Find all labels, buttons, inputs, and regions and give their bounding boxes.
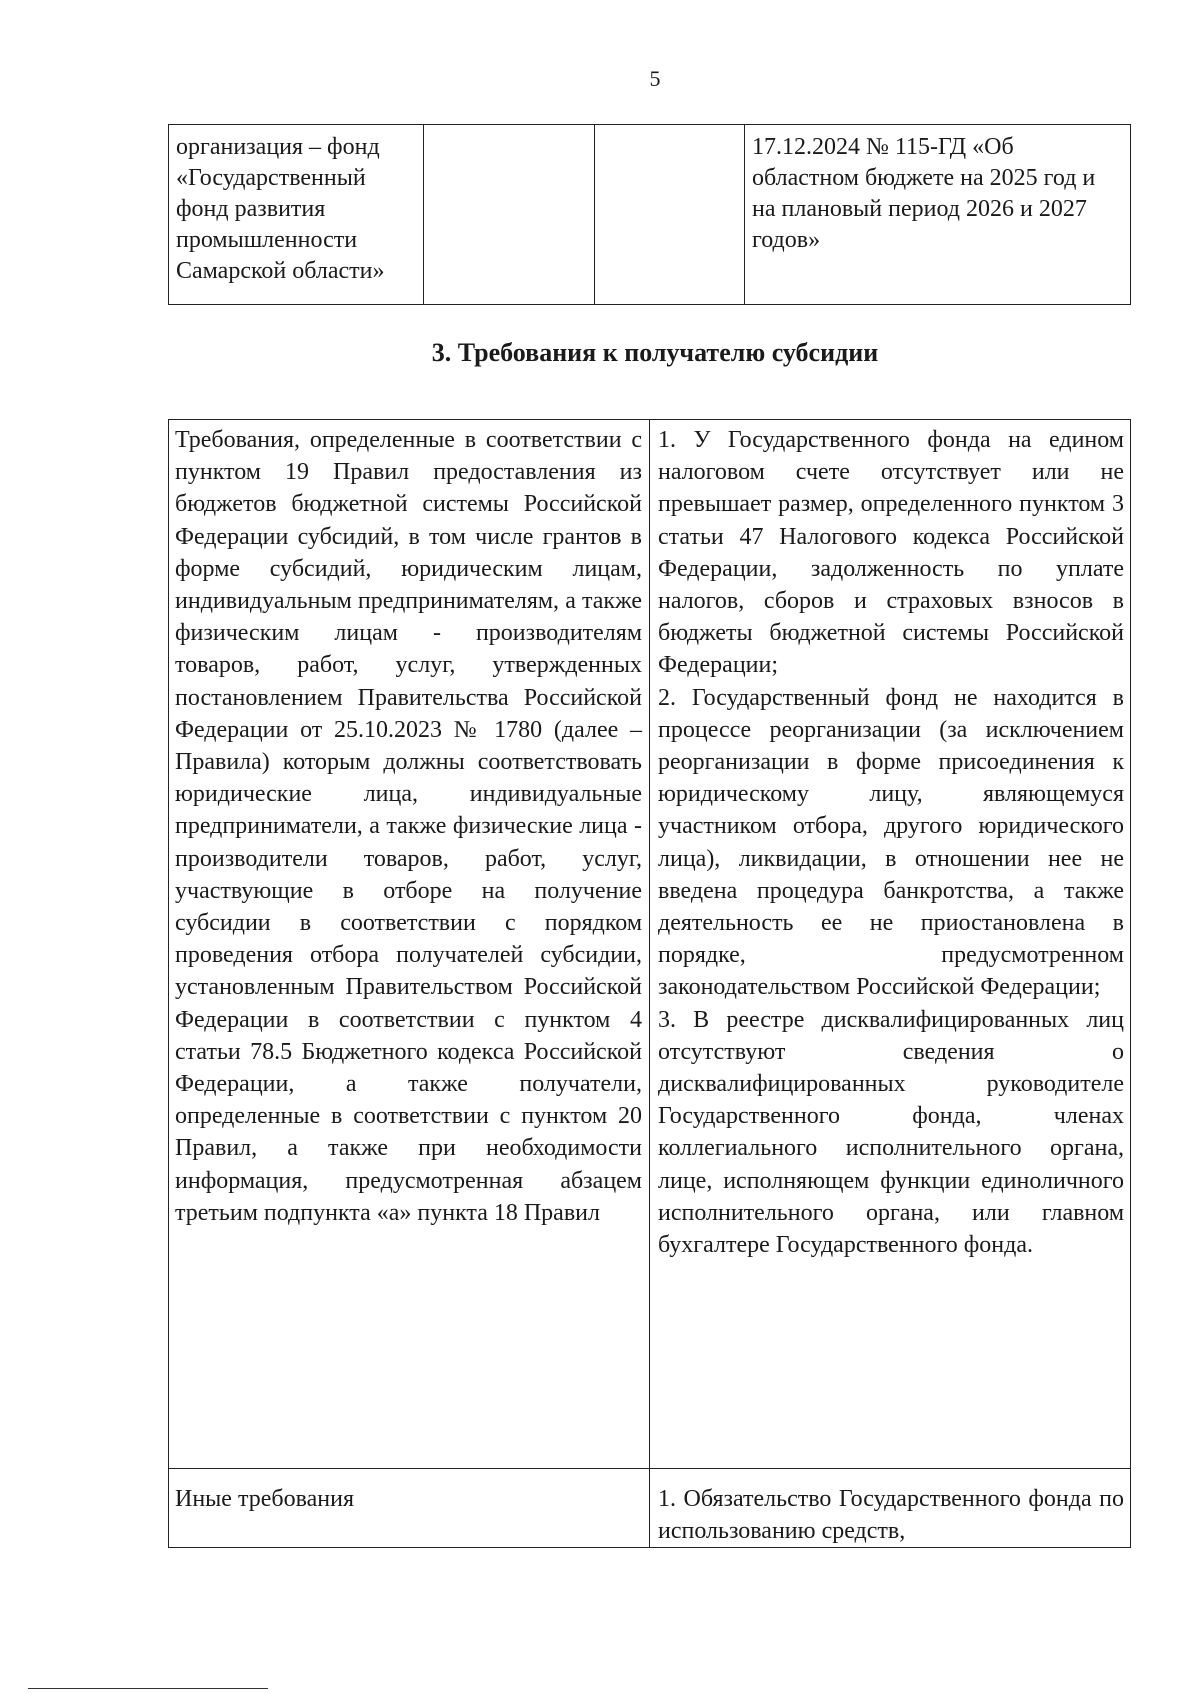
table-row <box>169 1469 1131 1548</box>
section-title: 3. Требования к получателю субсидии <box>431 338 879 367</box>
recipient-name-cell: организация – фонд «Государственный фонд развития промышленности Самарской области» <box>169 125 424 305</box>
other-requirements-text-cell: 1. Обязательство Государственного фонда по использованию средств, <box>650 1469 1131 1548</box>
empty-cell <box>424 125 595 305</box>
table-row <box>169 125 1131 305</box>
footnote-divider <box>28 1688 268 1689</box>
legal-basis-cell: 17.12.2024 № 115-ГД «Об областном бюджете на 2025 год и на плановый период 2026 и 2027 годов» <box>745 125 1131 305</box>
other-requirements-label-cell: Иные требования <box>169 1469 650 1548</box>
empty-cell <box>595 125 745 305</box>
page-number: 5 <box>649 66 661 91</box>
requirements-list-cell <box>650 420 1131 1469</box>
requirement-item-1: 1. У Государственного фонда на едином налоговом счете отсутствует или не превышает размер, определенного пунктом 3 статьи 47 Налогового кодекса Российской Федерации, задолженность по уплате налогов, сборов и страховых взносов в бюджеты бюджетной системы Российской Федерации; <box>658 427 1124 679</box>
requirement-item-3: 3. В реестре дисквалифицированных лиц отсутствуют сведения о дисквалифицированных руководителе Государственного фонда, членах коллегиального исполнительного органа, лице, исполняющем функции единоличного исполнительного органа, или главном бухгалтере Государственного фонда. <box>658 1006 1124 1259</box>
table-row <box>169 420 1131 1469</box>
top-continuation-table <box>168 124 1131 305</box>
requirements-description-cell <box>169 420 650 1469</box>
requirement-item-2: 2. Государственный фонд не находится в процессе реорганизации (за исключением реорганизации в форме присоединения к юридическому лицу, являющемуся участником отбора, другого юридического лица), ликвидации, в отношении нее не введена процедура банкротства, а также деятельность ее не приостановлена в порядке, предусмотренном законодательством Российской Федерации; <box>658 684 1124 1001</box>
requirements-description-text: Требования, определенные в соответствии с пунктом 19 Правил предоставления из бюджетов бюджетной системы Российской Федерации субсидий, в том числе грантов в форме субсидий, юридическим лицам, индивидуальным предпринимателям, а также физическим лицам - производителям товаров, работ, услуг, утвержденных постановлением Правительства Российской Федерации от 25.10.2023 № 1780 (далее – Правила) которым должны соответствовать юридические лица, индивидуальные предприниматели, а также физические лица - производители товаров, работ, услуг, участвующие в отборе на получение субсидии в соответствии с порядком проведения отбора получателей субсидии, установленным Правительством Российской Федерации в соответствии с пунктом 4 статьи 78.5 Бюджетного кодекса Российской Федерации, а также получатели, определенные в соответствии с пунктом 20 Правил, а также при необходимости информация, предусмотренная абзацем третьим подпункта «а» пункта 18 Правил <box>175 427 642 1226</box>
requirements-table <box>168 419 1131 1548</box>
